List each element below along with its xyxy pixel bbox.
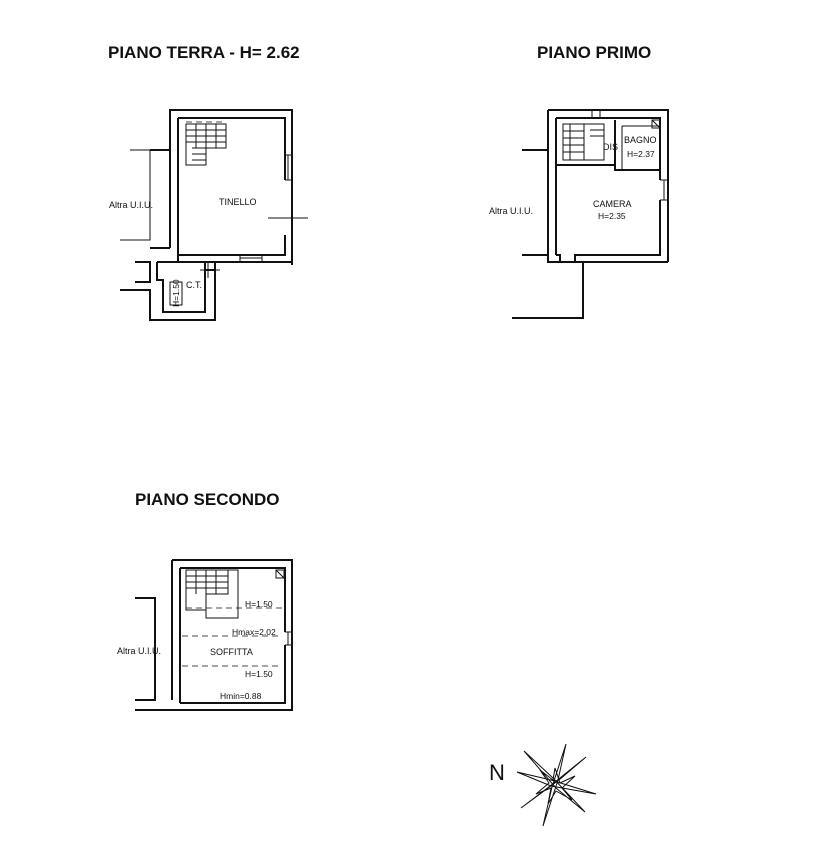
first-floor-plan [489,43,668,318]
compass-rose [489,744,596,826]
first-room-label: CAMERA [593,199,632,209]
second-room-label: SOFFITTA [210,647,253,657]
second-height-top: H=1.50 [245,599,273,609]
ground-room-label: TINELLO [219,197,257,207]
first-dis-label: DIS [603,142,619,152]
first-bath-label: BAGNO [624,135,657,145]
ground-floor-title: PIANO TERRA - H= 2.62 [108,43,300,62]
second-floor-plan [117,490,292,710]
second-height-min: Hmin=0.88 [220,691,262,701]
first-room-height: H=2.35 [598,211,626,221]
ground-ct-height: H=1.50 [171,279,181,307]
second-height-low: H=1.50 [245,669,273,679]
second-neighbor-label: Altra U.I.U. [117,646,162,656]
compass-star-icon [517,744,596,826]
ground-floor-plan [108,43,308,320]
first-bath-height: H=2.37 [627,149,655,159]
first-neighbor-label: Altra U.I.U. [489,206,534,216]
north-label: N [489,760,505,785]
ground-ct-label: C.T. [186,280,203,290]
first-floor-title: PIANO PRIMO [537,43,652,62]
second-floor-title: PIANO SECONDO [135,490,280,509]
ground-neighbor-label: Altra U.I.U. [109,200,154,210]
second-height-max: Hmax=2.02 [232,627,276,637]
